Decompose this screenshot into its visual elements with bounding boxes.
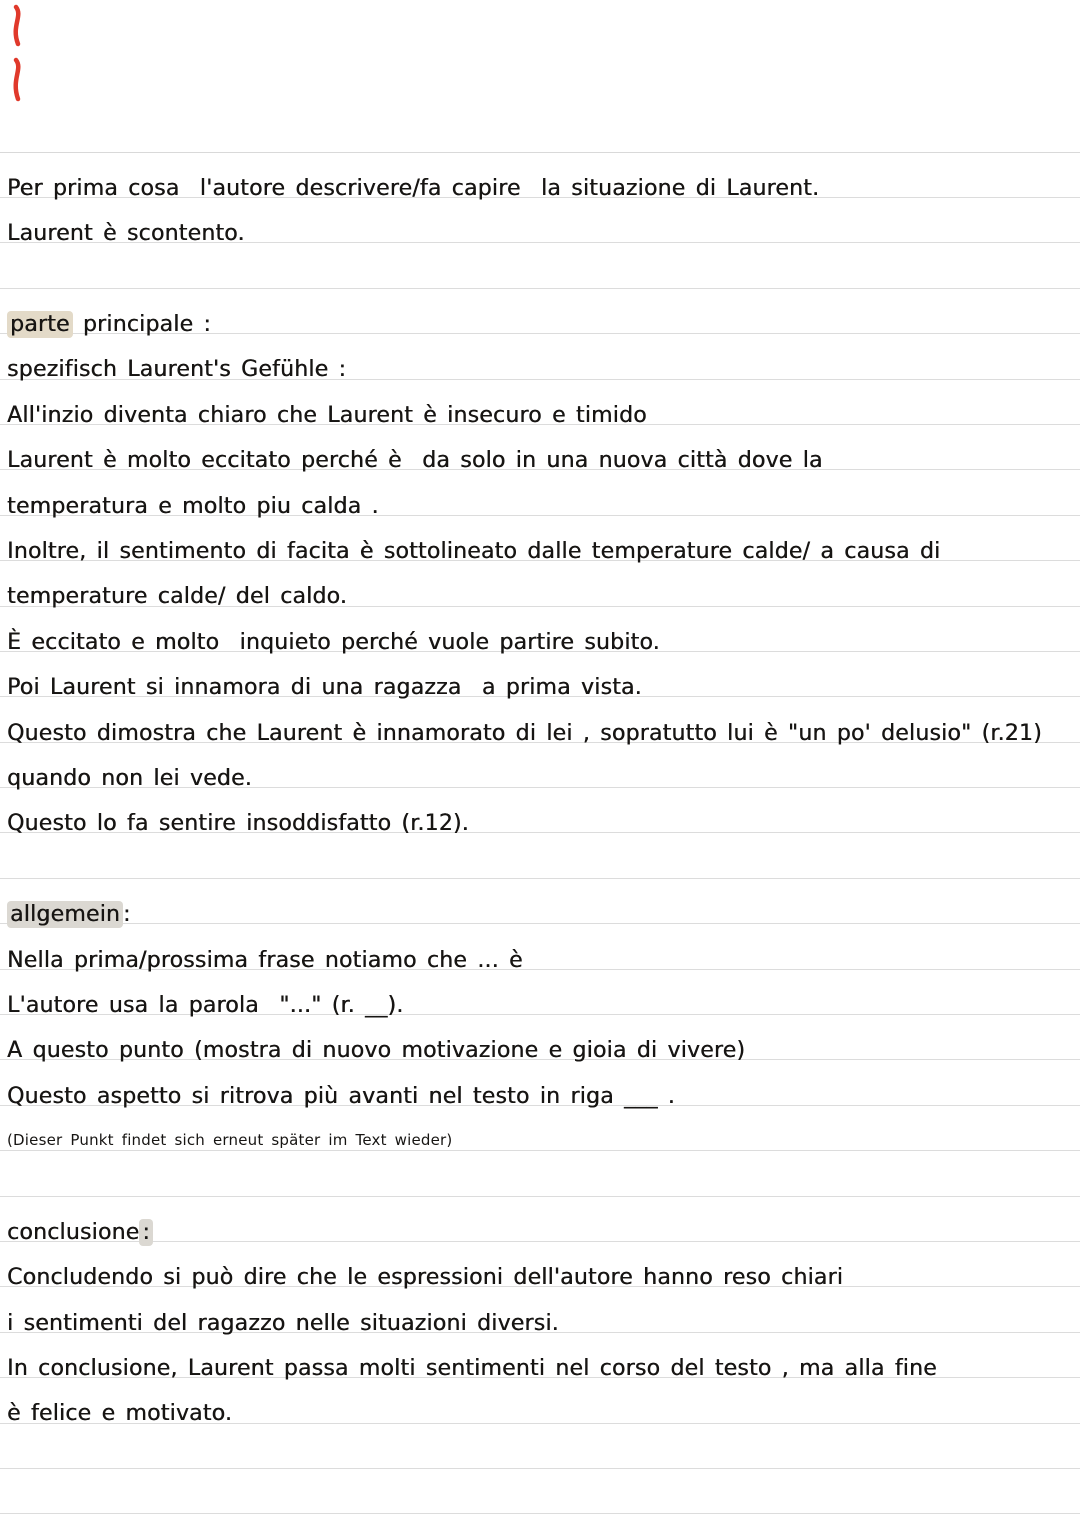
handwritten-text — [7, 1312, 559, 1335]
text-segment: È eccitato e molto inquieto perché vuole partire subito. — [7, 629, 660, 655]
highlight-mark: parte — [7, 311, 73, 338]
handwritten-text — [7, 585, 347, 608]
handwritten-text — [7, 1266, 843, 1289]
handwritten-text — [7, 812, 469, 835]
handwritten-text — [7, 949, 523, 972]
handwritten-line — [0, 1015, 1080, 1064]
handwritten-text — [7, 722, 1042, 745]
text-segment: temperature calde/ del caldo. — [7, 584, 347, 610]
blank-ruled-line — [0, 1424, 1080, 1469]
handwritten-text — [7, 1039, 745, 1062]
text-segment: Questo aspetto si ritrova più avanti nel testo in riga ___ . — [7, 1083, 675, 1109]
handwritten-text — [7, 1402, 232, 1425]
handwritten-line — [0, 924, 1080, 973]
handwritten-text — [7, 631, 660, 654]
text-segment: spezifisch Laurent's Gefühle : — [7, 357, 347, 383]
highlight-mark: allgemein — [7, 901, 123, 928]
highlight-mark: : — [139, 1219, 153, 1246]
text-segment: Per prima cosa l'autore descrivere/fa capire la situazione di Laurent. — [7, 175, 820, 201]
text-segment: (Dieser Punkt findet sich erneut später im Text wieder) — [7, 1131, 453, 1150]
handwritten-text — [7, 540, 940, 563]
blank-ruled-line — [0, 1469, 1080, 1514]
text-segment: i sentimenti del ragazzo nelle situazioni diversi. — [7, 1310, 559, 1336]
text-segment: Concludendo si può dire che le espressioni dell'autore hanno reso chiari — [7, 1265, 844, 1291]
text-segment: principale : — [72, 312, 212, 338]
text-segment: quando non lei vede. — [7, 765, 252, 791]
handwritten-line — [0, 470, 1080, 519]
handwritten-text — [7, 994, 403, 1017]
handwritten-line — [0, 198, 1080, 247]
handwritten-text — [7, 1085, 675, 1108]
handwritten-line — [0, 1378, 1080, 1427]
text-segment: Nella prima/prossima frase notiamo che ... è — [7, 947, 523, 973]
handwritten-text — [7, 1133, 452, 1149]
text-segment: In conclusione, Laurent passa molti sentimenti nel corso del testo , ma alla fine — [7, 1356, 937, 1382]
handwritten-text — [7, 676, 642, 699]
handwritten-text — [7, 449, 823, 472]
handwritten-text — [7, 404, 647, 427]
handwritten-line — [0, 380, 1080, 428]
handwritten-line — [0, 743, 1080, 791]
text-segment: Questo lo fa sentire insoddisfatto (r.12). — [7, 811, 469, 837]
text-segment: Laurent è scontento. — [7, 221, 245, 247]
text-segment: All'inzio diventa chiaro che Laurent è insecuro e timido — [7, 402, 647, 428]
handwritten-line — [0, 289, 1080, 338]
handwritten-line — [0, 561, 1080, 610]
text-segment: Laurent è molto eccitato perché è da solo in una nuova città dove la — [7, 448, 823, 474]
handwritten-line — [0, 1333, 1080, 1382]
text-segment: conclusione — [7, 1219, 140, 1245]
handwritten-line — [0, 788, 1080, 837]
handwritten-line — [0, 697, 1080, 746]
text-segment: è felice e motivato. — [7, 1401, 233, 1427]
text-segment: Questo dimostra che Laurent è innamorato di lei , sopratutto lui è "un po' delusio" (r.21) — [7, 720, 1042, 746]
handwritten-line — [0, 1060, 1080, 1109]
text-segment: A questo punto (mostra di nuovo motivazione e gioia di vivere) — [7, 1038, 746, 1064]
handwritten-text — [7, 222, 245, 245]
blank-ruled-line — [0, 1151, 1080, 1196]
handwritten-line — [0, 334, 1080, 383]
handwritten-text — [7, 313, 211, 336]
handwritten-line — [0, 970, 1080, 1018]
handwritten-line — [0, 652, 1080, 701]
handwritten-text — [7, 1221, 153, 1244]
text-segment: temperatura e molto piu calda . — [7, 493, 379, 519]
handwritten-line — [0, 1106, 1080, 1151]
handwritten-text — [7, 495, 379, 518]
handwritten-text — [7, 1357, 937, 1380]
top-margin — [0, 0, 1080, 153]
handwritten-line — [0, 879, 1080, 928]
blank-ruled-line — [0, 833, 1080, 878]
handwritten-line — [0, 1197, 1080, 1245]
handwritten-text — [7, 177, 819, 200]
text-segment: Inoltre, il sentimento di facita è sottolineato dalle temperature calde/ a causa di — [7, 539, 941, 565]
handwritten-text — [7, 903, 131, 926]
handwritten-line — [0, 425, 1080, 474]
handwritten-text — [7, 358, 346, 381]
handwritten-text — [7, 767, 252, 790]
handwritten-line — [0, 1242, 1080, 1291]
handwritten-line — [0, 1287, 1080, 1336]
blank-ruled-line — [0, 243, 1080, 288]
text-segment: L'autore usa la parola "..." (r. __). — [7, 992, 404, 1018]
text-segment: Poi Laurent si innamora di una ragazza a prima vista. — [7, 675, 642, 701]
text-segment: : — [123, 902, 131, 928]
handwritten-line — [0, 153, 1080, 201]
handwritten-line — [0, 607, 1080, 655]
handwritten-line — [0, 516, 1080, 565]
